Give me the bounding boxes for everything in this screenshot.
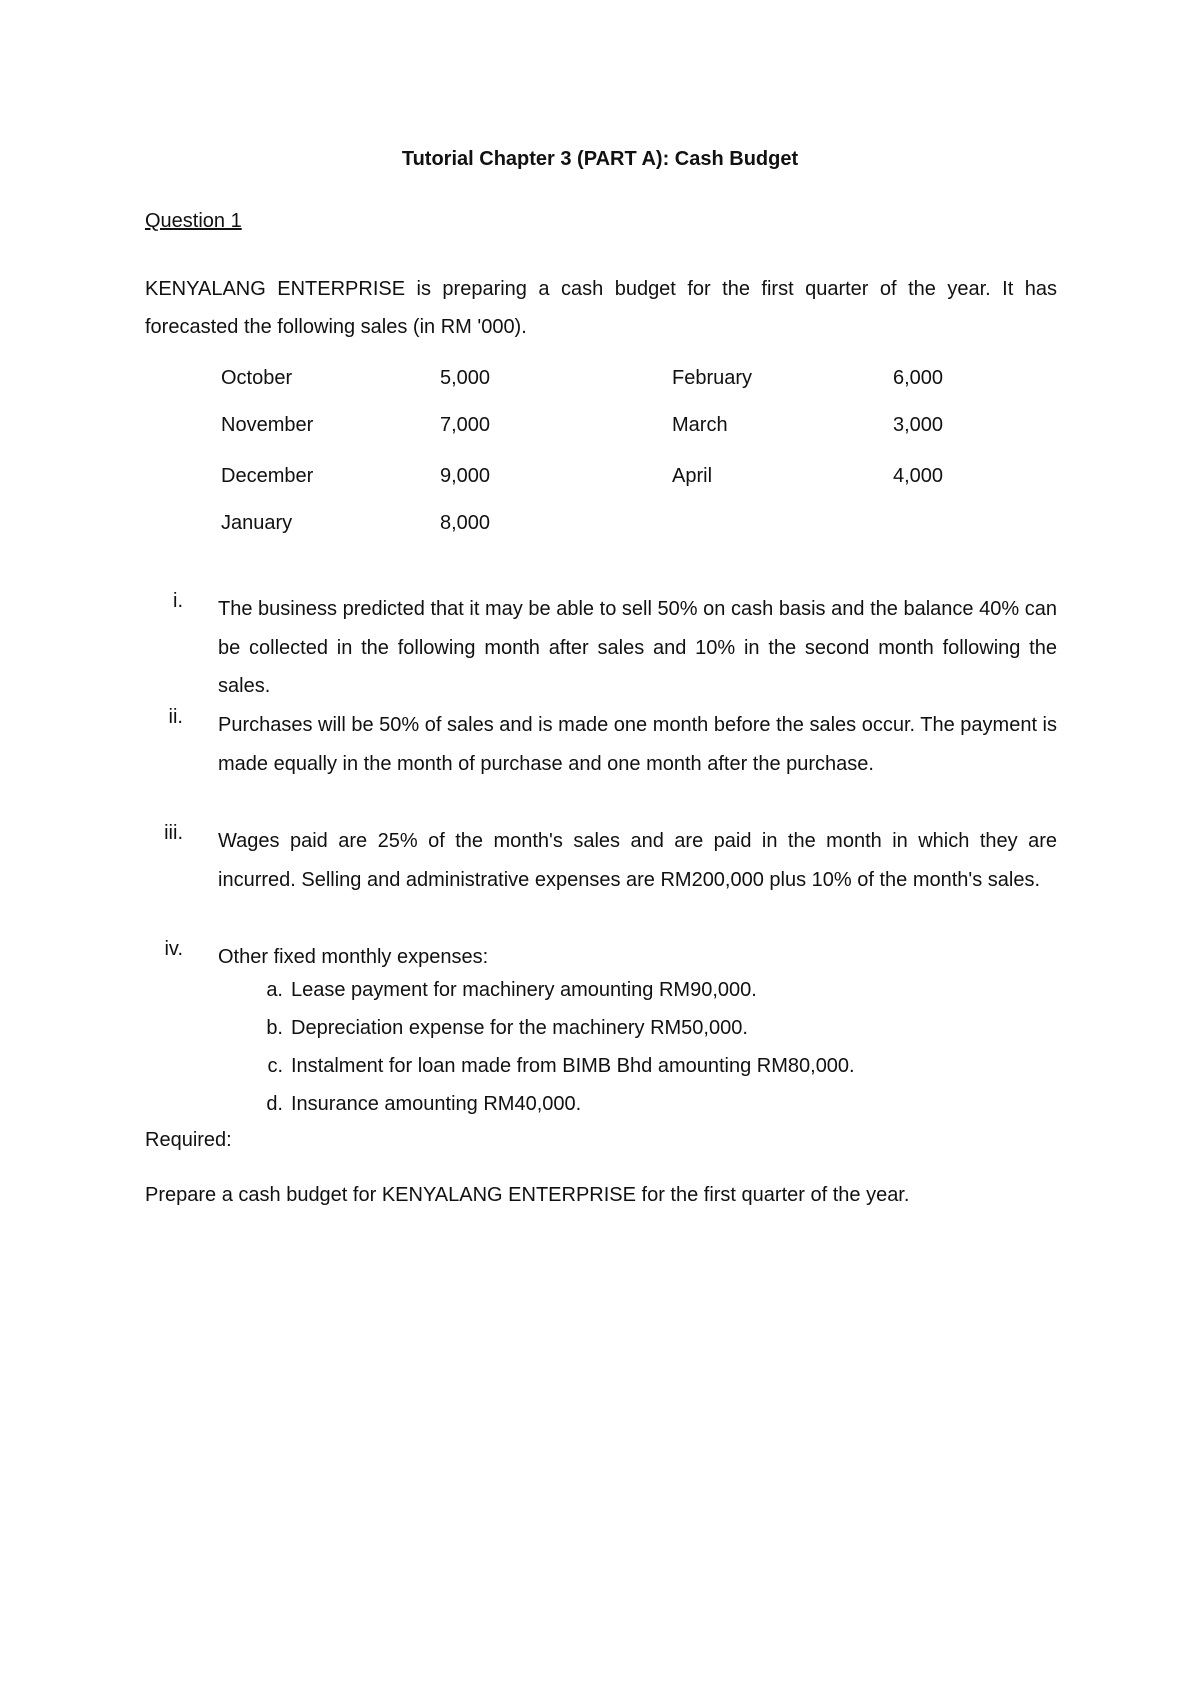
sub-item-text: Instalment for loan made from BIMB Bhd amounting RM80,000. [291, 1055, 855, 1077]
item-text: The business predicted that it may be able to sell 50% on cash basis and the balance 40% can be collected in the following month after sales and 10% in the second month following the sales. [218, 598, 1057, 697]
sales-month: February [672, 367, 753, 389]
sales-amount: 6,000 [893, 367, 944, 389]
sales-amount: 5,000 [440, 367, 491, 389]
item-text: Purchases will be 50% of sales and is made one month before the sales occur. The payment is made equally in the month of purchase and one month after the purchase. [218, 714, 1057, 775]
item-number: iii. [164, 822, 183, 844]
question-heading: Question 1 [145, 210, 242, 232]
sales-amount: 9,000 [440, 465, 491, 487]
task-text: Prepare a cash budget for KENYALANG ENTERPRISE for the first quarter of the year. [145, 1184, 910, 1206]
sub-item-text: Insurance amounting RM40,000. [291, 1093, 582, 1115]
sub-item-letter: b. [266, 1017, 283, 1039]
sales-month: January [221, 512, 293, 534]
sub-item-letter: a. [266, 979, 283, 1001]
sub-item-text: Lease payment for machinery amounting RM90,000. [291, 979, 757, 1001]
item-number: iv. [164, 938, 183, 960]
sub-item-letter: d. [266, 1093, 283, 1115]
sales-amount: 3,000 [893, 414, 944, 436]
sales-month: November [221, 414, 314, 436]
item-text: Other fixed monthly expenses: [218, 946, 489, 968]
item-text: Wages paid are 25% of the month's sales and are paid in the month in which they are incurred. Selling and administrative expenses are RM200,000 plus 10% of the month's sales. [218, 830, 1057, 891]
page-title: Tutorial Chapter 3 (PART A): Cash Budget [401, 148, 799, 170]
sales-amount: 7,000 [440, 414, 491, 436]
sales-month: April [672, 465, 713, 487]
item-number: ii. [168, 706, 183, 728]
item-number: i. [173, 590, 183, 612]
required-label: Required: [145, 1129, 232, 1151]
sub-item-text: Depreciation expense for the machinery RM50,000. [291, 1017, 748, 1039]
sub-item-letter: c. [267, 1055, 283, 1077]
sales-amount: 8,000 [440, 512, 491, 534]
sales-month: March [672, 414, 728, 436]
sales-month: December [221, 465, 314, 487]
sales-amount: 4,000 [893, 465, 944, 487]
sales-month: October [221, 367, 293, 389]
intro-paragraph: KENYALANG ENTERPRISE is preparing a cash budget for the first quarter of the year. It has forecasted the following sales (in RM '000). [145, 278, 1057, 338]
